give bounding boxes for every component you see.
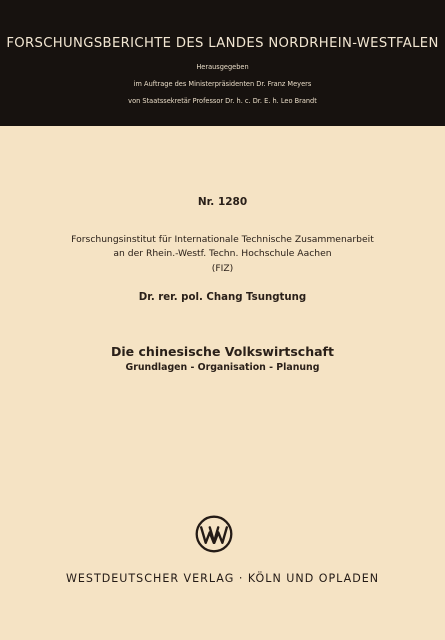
book-title: Die chinesische Volkswirtschaft: [111, 344, 334, 359]
institute-line-3: (FIZ): [211, 263, 234, 274]
editor-line-2: von Staatssekretär Professor Dr. h. c. Dr. E. h. Leo Brandt: [128, 97, 317, 105]
editor-line-1: im Auftrage des Ministerpräsidenten Dr. Franz Meyers: [133, 80, 312, 88]
editor-heading: Herausgegeben: [196, 63, 249, 71]
header-band: [0, 0, 445, 126]
publisher-w-logo-icon: [194, 514, 234, 554]
institute-line-1: Forschungsinstitut für Internationale Technische Zusammenarbeit: [71, 234, 374, 245]
publisher-name: WESTDEUTSCHER VERLAG · KÖLN UND OPLADEN: [65, 572, 380, 585]
institute-line-2: an der Rhein.-Westf. Techn. Hochschule Aachen: [113, 248, 332, 259]
series-title: FORSCHUNGSBERICHTE DES LANDES NORDRHEIN-WESTFALEN: [6, 36, 439, 51]
report-number: Nr. 1280: [197, 196, 248, 208]
author-name: Dr. rer. pol. Chang Tsungtung: [138, 292, 307, 303]
book-subtitle: Grundlagen - Organisation - Planung: [125, 362, 320, 373]
